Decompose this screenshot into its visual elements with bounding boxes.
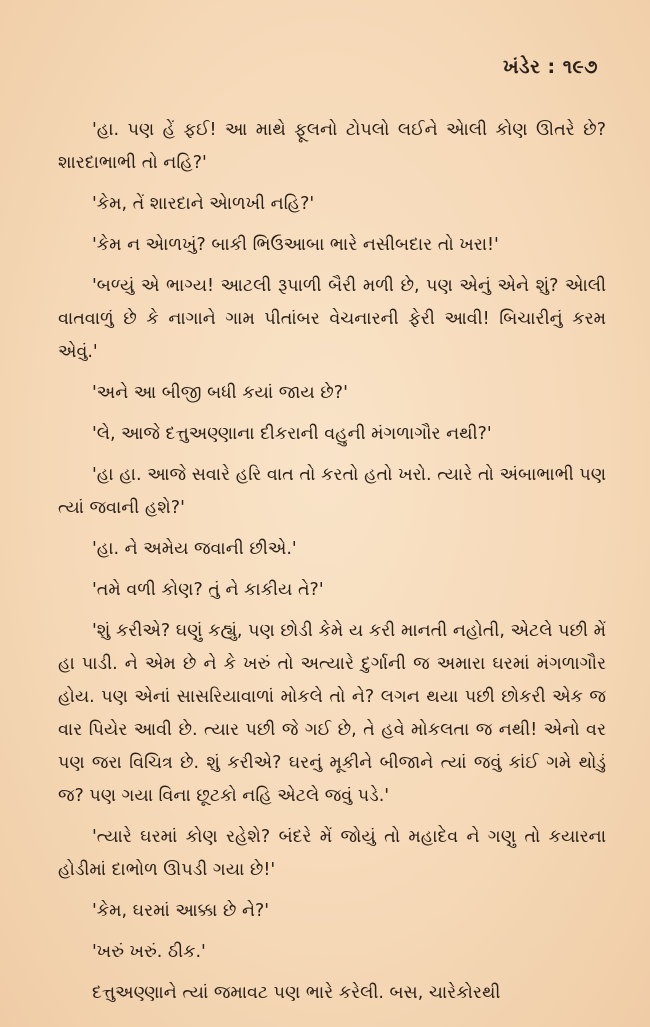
- paragraph: 'ખરું ખરું. ઠીક.': [92, 942, 206, 962]
- paragraph: 'હા. ને અમેય જવાની છીએ.': [92, 539, 297, 559]
- paragraph: 'અને આ બીજી બધી કયાં જાય છે?': [92, 383, 348, 403]
- paragraph: 'હા હા. આજે સવારે હરિ વાત તો કરતો હતો ખરો. ત્યારે તો અંબાભાભી પણ ત્યાં જવાની હશે?': [58, 465, 606, 518]
- paragraph: 'તમે વળી કોણ? તું ને કાકીય તે?': [92, 580, 324, 600]
- paragraph: 'લે, આજે દત્તુઅણ્ણાના દીકરાની વહુની મંગળાગૌર નથી?': [92, 424, 492, 444]
- running-header: ખંડેર : ૧૯૭: [503, 56, 598, 78]
- paragraph: 'બળ્યું એ ભાગ્ય! આટલી રૂપાળી બૈરી મળી છે, પણ એનું એને શું? એાલી વાતવાળું છે કે નાગાને ગામ પીતાંબર વેચનારની ફેરી આવી! બિચારીનું કરમ એવું.': [58, 276, 606, 362]
- paragraph: 'કેમ, તેં શારદાને એાળખી નહિ?': [92, 194, 315, 214]
- paragraph: 'હા. પણ હેં ફઈ! આ માથે ફૂલનો ટોપલો લઈને એાલી કોણ ઊતરે છે? શારદાભાભી તો નહિ?': [58, 120, 606, 173]
- paragraph: 'શું કરીએ? ઘણું કહ્યું, પણ છોડી કેમે ય કરી માનતી નહોતી, એટલે પછી મેં હા પાડી. ને એમ છે ને કે ખરું તો અત્યારે દુર્ગાની જ અમારા ઘરમાં મંગળાગૌર હોય. પણ એનાં સાસરિયાવાળાં મોકલે તો ને? લગન થયા પછી છોકરી એક જ વાર પિયેર આવી છે. ત્યાર પછી જે ગઈ છે, તે હવે મોકલતા જ નથી! એનો વર પણ જરા વિચિત્ર છે. શું કરીએ? ઘરનું મૂકીને બીજાને ત્યાં જવું કાંઈ ગમે થોડું જ? પણ ગયા વિના છૂટકો નહિ એટલે જવું પડે.': [58, 621, 606, 806]
- paragraph: 'ત્યારે ઘરમાં કોણ રહેશે? બંદરે મેં જોયું તો મહાદેવ ને ગણુ તો કયારના હોડીમાં દાભોળ ઊપડી ગયા છે!': [58, 827, 606, 880]
- paragraph: 'કેમ, ઘરમાં આક્કા છે ને?': [92, 901, 270, 921]
- paragraph: દત્તુઅણ્ણાને ત્યાં જમાવટ પણ ભારે કરેલી. બસ, ચારેકોરથી: [92, 983, 501, 1003]
- paragraph: 'કેમ ન એાળખું? બાકી ભિઉઆબા ભારે નસીબદાર તો ખરા!': [92, 235, 499, 255]
- page-body: [58, 114, 606, 1018]
